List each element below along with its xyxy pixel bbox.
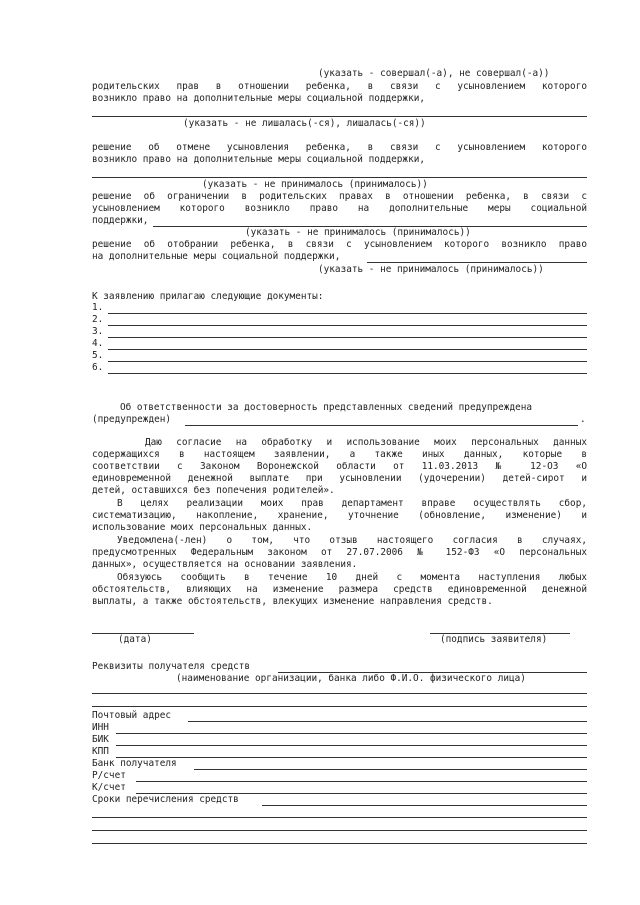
cancel-line-1: решение об отмене усыновления ребенка, в связи с усыновлением которого xyxy=(92,142,587,153)
caption-deprived: (указать - не лишалась(-ся), лишалась(-ся)) xyxy=(183,118,426,129)
consent-p3-l3: данных», осуществляется на основании заявления. xyxy=(92,559,358,570)
doc-item-2-number: 2. xyxy=(92,314,104,325)
bank-label: Банк получателя xyxy=(92,758,177,769)
removal-line-1: решение об отобрании ребенка, в связи с усыновлением которого возникло право xyxy=(92,239,587,250)
consent-p1-l1: Даю согласие на обработку и использование моих персональных данных xyxy=(145,437,587,448)
ks-label: К/счет xyxy=(92,782,126,793)
doc-item-6-number: 6. xyxy=(92,362,104,373)
doc-item-5-line[interactable] xyxy=(108,361,587,362)
requisites-caption: (наименование организации, банка либо Ф.И.О. физического лица) xyxy=(176,673,526,684)
recipient-extra-line-2[interactable] xyxy=(92,706,587,707)
responsibility-line[interactable] xyxy=(185,425,578,426)
doc-item-1-number: 1. xyxy=(92,302,104,313)
doc-item-1-line[interactable] xyxy=(108,313,587,314)
caption-restrict: (указать - не принималось (принималось)) xyxy=(245,227,471,238)
terms-extra-line-3[interactable] xyxy=(92,843,587,844)
caption-committed: (указать - совершал(-а), не совершал(-а)) xyxy=(318,68,550,79)
doc-item-4-number: 4. xyxy=(92,338,104,349)
consent-p2-l3: использование моих персональных данных. xyxy=(92,522,313,533)
kpp-line[interactable] xyxy=(116,757,587,758)
rights-line-2: возникло право на дополнительные меры социальной поддержки, xyxy=(92,93,426,104)
date-label: (дата) xyxy=(118,634,152,645)
inn-label: ИНН xyxy=(92,722,109,733)
cancel-line-2: возникло право на дополнительные меры социальной поддержки, xyxy=(92,154,426,165)
consent-p3-l2: предусмотренных Федеральным законом от 27.07.2006 № 152-ФЗ «О персональных xyxy=(92,547,587,558)
doc-item-5-number: 5. xyxy=(92,350,104,361)
doc-item-6-line[interactable] xyxy=(108,373,587,374)
consent-p2-l1: В целях реализации моих прав департамент вправе осуществлять сбор, xyxy=(117,498,587,509)
restrict-line-2: усыновлением которого возникло право на дополнительные меры социальной xyxy=(92,203,587,214)
restrict-line-3: поддержки, xyxy=(92,215,149,226)
bik-line[interactable] xyxy=(116,745,587,746)
rights-line-1: родительских прав в отношении ребенка, в связи с усыновлением которого xyxy=(92,81,587,92)
consent-p1-l4: единовременной денежной выплате при усыновлении (удочерении) детей-сирот и xyxy=(92,473,587,484)
doc-item-2-line[interactable] xyxy=(108,325,587,326)
cancel-answer-line[interactable] xyxy=(92,177,587,178)
terms-line[interactable] xyxy=(262,805,587,806)
rs-label: Р/счет xyxy=(92,770,126,781)
restrict-line-1: решение об ограничении в родительских правах в отношении ребенка, в связи с xyxy=(92,191,587,202)
consent-p1-l2: содержащихся в настоящем заявлении, а также иных данных, которые в xyxy=(92,449,587,460)
terms-extra-line-1[interactable] xyxy=(92,817,587,818)
doc-item-3-number: 3. xyxy=(92,326,104,337)
doc-item-4-line[interactable] xyxy=(108,349,587,350)
responsibility-line-1: Об ответственности за достоверность представленных сведений предупреждена xyxy=(120,402,533,413)
responsibility-line-2: (предупрежден) xyxy=(92,414,172,425)
postal-address-line[interactable] xyxy=(188,721,587,722)
terms-extra-line-2[interactable] xyxy=(92,830,587,831)
doc-item-3-line[interactable] xyxy=(108,337,587,338)
removal-answer-line[interactable] xyxy=(367,262,587,263)
postal-address-label: Почтовый адрес xyxy=(92,710,172,721)
consent-p4-l2: обстоятельств, влияющих на изменение размера средств единовременной денежной xyxy=(92,584,587,595)
kpp-label: КПП xyxy=(92,746,109,757)
caption-removal: (указать - не принималось (принималось)) xyxy=(318,264,544,275)
consent-p2-l2: систематизацию, накопление, хранение, уточнение (обновление, изменение) и xyxy=(92,510,587,521)
consent-p1-l3: соответствии с Законом Воронежской области от 11.03.2013 № 12-ОЗ «О xyxy=(92,461,587,472)
signature-label: (подпись заявителя) xyxy=(440,634,548,645)
bik-label: БИК xyxy=(92,734,109,745)
bank-line[interactable] xyxy=(194,769,587,770)
requisites-title: Реквизиты получателя средств xyxy=(92,661,251,672)
rs-line[interactable] xyxy=(136,781,587,782)
responsibility-end: . xyxy=(580,414,586,425)
consent-p4-l3: выплаты, а также обстоятельств, влекущих изменение направления средств. xyxy=(92,596,493,607)
documents-heading: К заявлению прилагаю следующие документы: xyxy=(92,291,324,302)
consent-p4-l1: Обязуюсь сообщить в течение 10 дней с момента наступления любых xyxy=(117,572,587,583)
terms-label: Сроки перечисления средств xyxy=(92,794,239,805)
deprived-answer-line[interactable] xyxy=(92,116,587,117)
consent-p1-l5: детей, оставшихся без попечения родителей». xyxy=(92,485,335,496)
consent-p3-l1: Уведомлена(-лен) о том, что отзыв настоящего согласия в случаях, xyxy=(117,535,587,546)
recipient-extra-line-1[interactable] xyxy=(92,693,587,694)
caption-cancel: (указать - не принималось (принималось)) xyxy=(202,179,428,190)
inn-line[interactable] xyxy=(116,733,587,734)
removal-line-2: на дополнительные меры социальной поддержки, xyxy=(92,251,341,262)
